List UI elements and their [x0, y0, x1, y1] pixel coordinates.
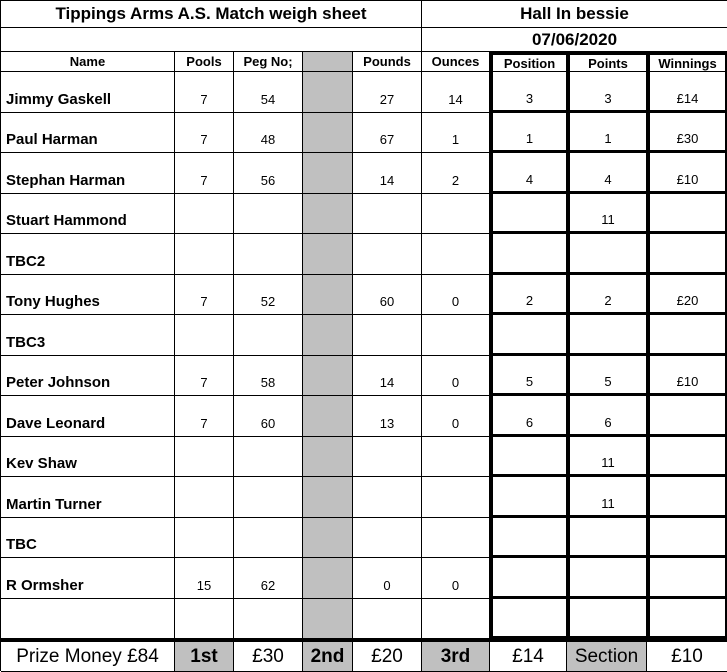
section-prize: £10: [647, 639, 727, 672]
row-pounds: [353, 518, 422, 558]
row-peg: [234, 194, 303, 234]
row-winnings: [647, 234, 727, 275]
row-pounds: [353, 315, 422, 356]
row-position: [490, 234, 567, 275]
row-position: [490, 518, 567, 558]
angler-name: Paul Harman: [1, 113, 175, 153]
row-points: 11: [567, 194, 647, 234]
row-pounds: 60: [353, 275, 422, 315]
row-pools: [175, 437, 234, 477]
row-points: 11: [567, 437, 647, 477]
row-position: 1: [490, 113, 567, 153]
gray-spacer-cell: [303, 153, 353, 194]
row-pools: [175, 477, 234, 518]
column-header-gap: [303, 52, 353, 72]
row-winnings: [647, 396, 727, 437]
gray-spacer-cell: [303, 113, 353, 153]
gray-spacer-cell: [303, 356, 353, 396]
row-position: [490, 599, 567, 639]
first-place-prize: £30: [234, 639, 303, 672]
angler-name: Kev Shaw: [1, 437, 175, 477]
row-ounces: 0: [422, 356, 490, 396]
row-winnings: [647, 518, 727, 558]
row-peg: 52: [234, 275, 303, 315]
row-points: [567, 599, 647, 639]
gray-spacer-cell: [303, 275, 353, 315]
row-winnings: [647, 599, 727, 639]
angler-name: R Ormsher: [1, 558, 175, 599]
row-position: [490, 477, 567, 518]
row-winnings: [647, 315, 727, 356]
row-points: 3: [567, 72, 647, 113]
row-pools: [175, 518, 234, 558]
row-points: 2: [567, 275, 647, 315]
row-pounds: [353, 599, 422, 639]
row-peg: [234, 234, 303, 275]
row-pounds: 67: [353, 113, 422, 153]
row-pools: 7: [175, 113, 234, 153]
row-peg: [234, 315, 303, 356]
row-ounces: [422, 477, 490, 518]
row-pounds: [353, 234, 422, 275]
row-pools: [175, 599, 234, 639]
row-peg: [234, 477, 303, 518]
angler-name: TBC: [1, 518, 175, 558]
row-points: [567, 518, 647, 558]
column-header-points: Points: [567, 52, 647, 72]
row-ounces: [422, 437, 490, 477]
row-winnings: £30: [647, 113, 727, 153]
angler-name: Peter Johnson: [1, 356, 175, 396]
row-ounces: [422, 599, 490, 639]
angler-name: Dave Leonard: [1, 396, 175, 437]
first-place-label: 1st: [175, 639, 234, 672]
column-header-pools: Pools: [175, 52, 234, 72]
row-ounces: 2: [422, 153, 490, 194]
column-header-pounds: Pounds: [353, 52, 422, 72]
row-winnings: £10: [647, 153, 727, 194]
row-points: 1: [567, 113, 647, 153]
row-position: [490, 315, 567, 356]
row-points: [567, 558, 647, 599]
gray-spacer-cell: [303, 315, 353, 356]
venue-name: Hall In bessie: [422, 1, 727, 28]
column-header-winnings: Winnings: [647, 52, 727, 72]
prize-money-total: Prize Money £84: [1, 639, 175, 672]
column-header-ounces: Ounces: [422, 52, 490, 72]
row-ounces: 1: [422, 113, 490, 153]
row-position: 4: [490, 153, 567, 194]
gray-spacer-cell: [303, 72, 353, 113]
row-position: 2: [490, 275, 567, 315]
second-place-prize: £20: [353, 639, 422, 672]
angler-name: Stuart Hammond: [1, 194, 175, 234]
row-peg: [234, 518, 303, 558]
gray-spacer-cell: [303, 599, 353, 639]
gray-spacer-cell: [303, 234, 353, 275]
row-winnings: £14: [647, 72, 727, 113]
row-ounces: [422, 315, 490, 356]
angler-name: [1, 599, 175, 639]
row-winnings: [647, 477, 727, 518]
row-pounds: 27: [353, 72, 422, 113]
row-winnings: [647, 558, 727, 599]
row-pounds: 0: [353, 558, 422, 599]
row-points: 5: [567, 356, 647, 396]
row-points: 6: [567, 396, 647, 437]
column-header-position: Position: [490, 52, 567, 72]
angler-name: Jimmy Gaskell: [1, 72, 175, 113]
row-pools: [175, 234, 234, 275]
row-ounces: [422, 518, 490, 558]
third-place-prize: £14: [490, 639, 567, 672]
row-ounces: 0: [422, 275, 490, 315]
section-label: Section: [567, 639, 647, 672]
row-peg: 56: [234, 153, 303, 194]
row-pools: 7: [175, 72, 234, 113]
angler-name: Tony Hughes: [1, 275, 175, 315]
row-ounces: 0: [422, 396, 490, 437]
row-pounds: [353, 477, 422, 518]
match-date: 07/06/2020: [422, 28, 727, 52]
row-pounds: [353, 437, 422, 477]
row-ounces: 0: [422, 558, 490, 599]
gray-spacer-cell: [303, 437, 353, 477]
gray-spacer-cell: [303, 558, 353, 599]
row-position: 6: [490, 396, 567, 437]
row-points: [567, 315, 647, 356]
sheet-title: Tippings Arms A.S. Match weigh sheet: [1, 1, 422, 28]
column-header-name: Name: [1, 52, 175, 72]
row-pools: 7: [175, 153, 234, 194]
gray-spacer-cell: [303, 518, 353, 558]
row-position: [490, 194, 567, 234]
row-points: 11: [567, 477, 647, 518]
gray-spacer-cell: [303, 194, 353, 234]
row-position: 3: [490, 72, 567, 113]
angler-name: TBC3: [1, 315, 175, 356]
row-pounds: 14: [353, 356, 422, 396]
angler-name: Stephan Harman: [1, 153, 175, 194]
row-ounces: 14: [422, 72, 490, 113]
row-pools: 7: [175, 356, 234, 396]
row-winnings: [647, 437, 727, 477]
column-header-peg: Peg No;: [234, 52, 303, 72]
angler-name: Martin Turner: [1, 477, 175, 518]
row-position: [490, 437, 567, 477]
row-peg: 58: [234, 356, 303, 396]
row-pools: [175, 194, 234, 234]
blank-header-cell: [1, 28, 422, 52]
row-peg: 60: [234, 396, 303, 437]
row-peg: 62: [234, 558, 303, 599]
row-peg: [234, 599, 303, 639]
row-points: [567, 234, 647, 275]
row-pounds: [353, 194, 422, 234]
row-peg: 54: [234, 72, 303, 113]
row-ounces: [422, 194, 490, 234]
angler-name: TBC2: [1, 234, 175, 275]
row-winnings: [647, 194, 727, 234]
row-peg: 48: [234, 113, 303, 153]
row-pounds: 13: [353, 396, 422, 437]
row-pools: [175, 315, 234, 356]
row-points: 4: [567, 153, 647, 194]
gray-spacer-cell: [303, 477, 353, 518]
row-pools: 7: [175, 275, 234, 315]
row-position: 5: [490, 356, 567, 396]
row-pools: 7: [175, 396, 234, 437]
row-winnings: £20: [647, 275, 727, 315]
row-pounds: 14: [353, 153, 422, 194]
row-pools: 15: [175, 558, 234, 599]
row-position: [490, 558, 567, 599]
third-place-label: 3rd: [422, 639, 490, 672]
row-winnings: £10: [647, 356, 727, 396]
gray-spacer-cell: [303, 396, 353, 437]
second-place-label: 2nd: [303, 639, 353, 672]
row-ounces: [422, 234, 490, 275]
row-peg: [234, 437, 303, 477]
